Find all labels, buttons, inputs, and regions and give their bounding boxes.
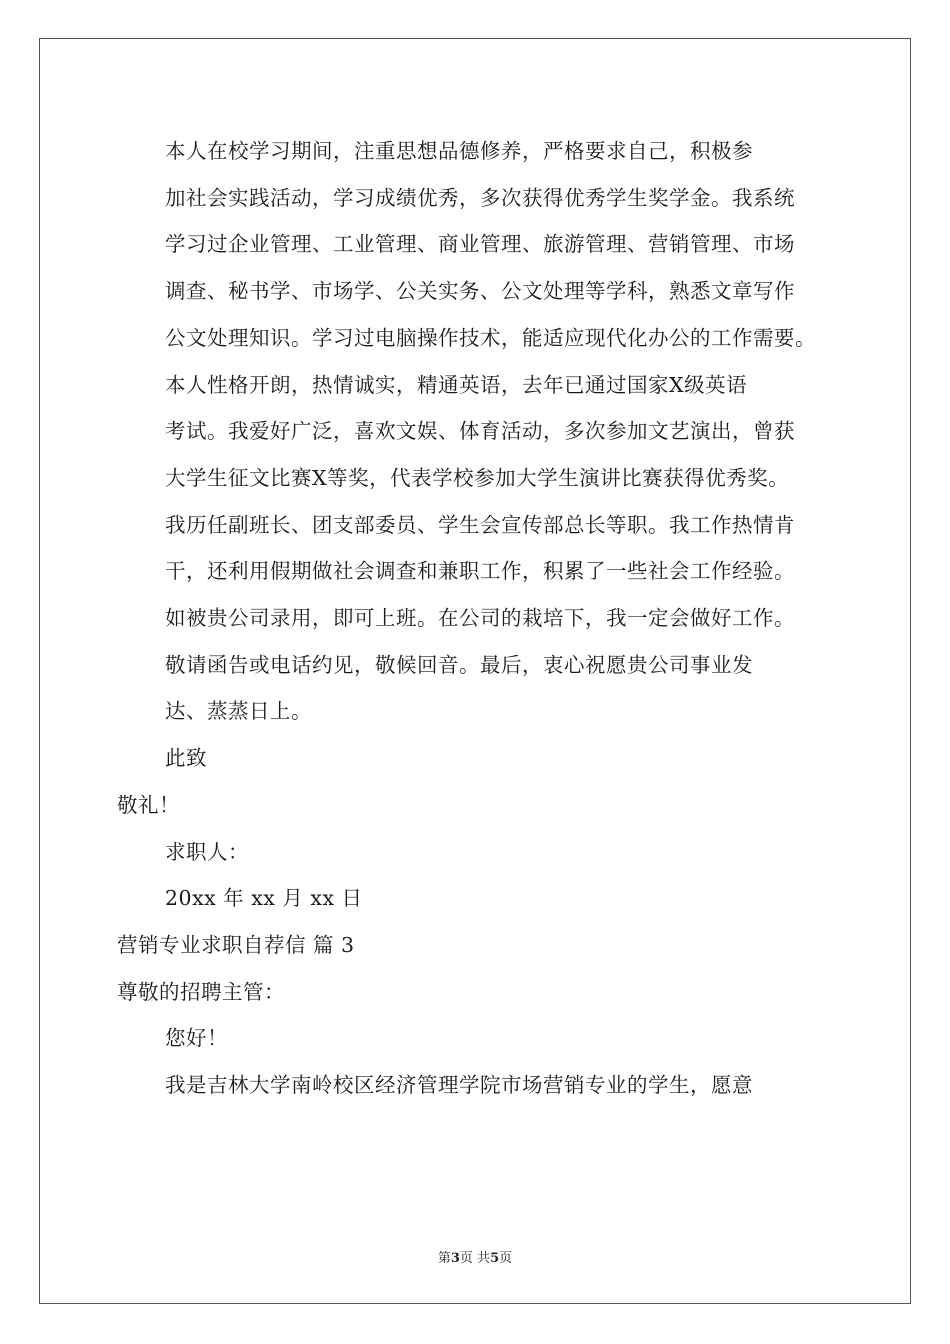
paragraph [117,922,837,969]
text-line: 我是吉林大学南岭校区经济管理学院市场营销专业的学生，愿意 [165,1073,753,1098]
footer-current-page: 3 [450,1251,460,1266]
text-line: 考试。我爱好广泛，喜欢文娱、体育活动，多次参加文艺演出，曾获 [165,419,795,444]
text-line: 此致 [165,746,207,771]
text-line: 敬礼！ [117,792,180,817]
text-line: 敬请函告或电话约见，敬候回音。最后，衷心祝愿贵公司事业发 [165,652,753,677]
paragraph [117,782,837,829]
page-footer [0,1247,950,1266]
paragraph [117,642,837,735]
paragraph [117,362,837,642]
footer-suffix: 页 [499,1251,513,1266]
text-line: 大学生征文比赛X等奖，代表学校参加大学生演讲比赛获得优秀奖。 [165,465,790,490]
text-line: 学习过企业管理、工业管理、商业管理、旅游管理、营销管理、市场 [165,232,795,257]
paragraph [117,1015,837,1062]
footer-prefix: 第 [437,1251,451,1266]
text-line: 达、蒸蒸日上。 [165,699,312,724]
text-line: 本人在校学习期间，注重思想品德修养，严格要求自己，积极参 [165,139,753,163]
text-line: 如被贵公司录用，即可上班。在公司的栽培下，我一定会做好工作。 [165,606,795,631]
paragraph [117,969,837,1016]
text-line: 营销专业求职自荐信 篇 3 [117,932,355,957]
text-line: 尊敬的招聘主管： [117,979,285,1004]
paragraph [117,1062,837,1109]
paragraph [117,735,837,782]
text-line: 干，还利用假期做社会调查和兼职工作，积累了一些社会工作经验。 [165,559,795,584]
text-line: 我历任副班长、团支部委员、学生会宣传部总长等职。我工作热情肯 [165,512,795,537]
text-line: 本人性格开朗，热情诚实，精通英语，去年已通过国家X级英语 [165,372,748,397]
document-body [117,128,837,1109]
text-line: 20xx 年 xx 月 xx 日 [165,886,363,911]
text-line: 加社会实践活动，学习成绩优秀，多次获得优秀学生奖学金。我系统 [165,185,795,210]
paragraph [117,128,837,362]
text-line: 调查、秘书学、市场学、公关实务、公文处理等学科，熟悉文章写作 [165,279,795,304]
paragraph [117,829,837,876]
footer-total-pages: 5 [490,1251,500,1266]
text-line: 求职人： [165,839,249,864]
text-line: 公文处理知识。学习过电脑操作技术，能适应现代化办公的工作需要。 [165,325,816,350]
text-line: 您好！ [165,1026,228,1051]
footer-middle: 页 共 [459,1251,491,1266]
paragraph [117,875,837,922]
